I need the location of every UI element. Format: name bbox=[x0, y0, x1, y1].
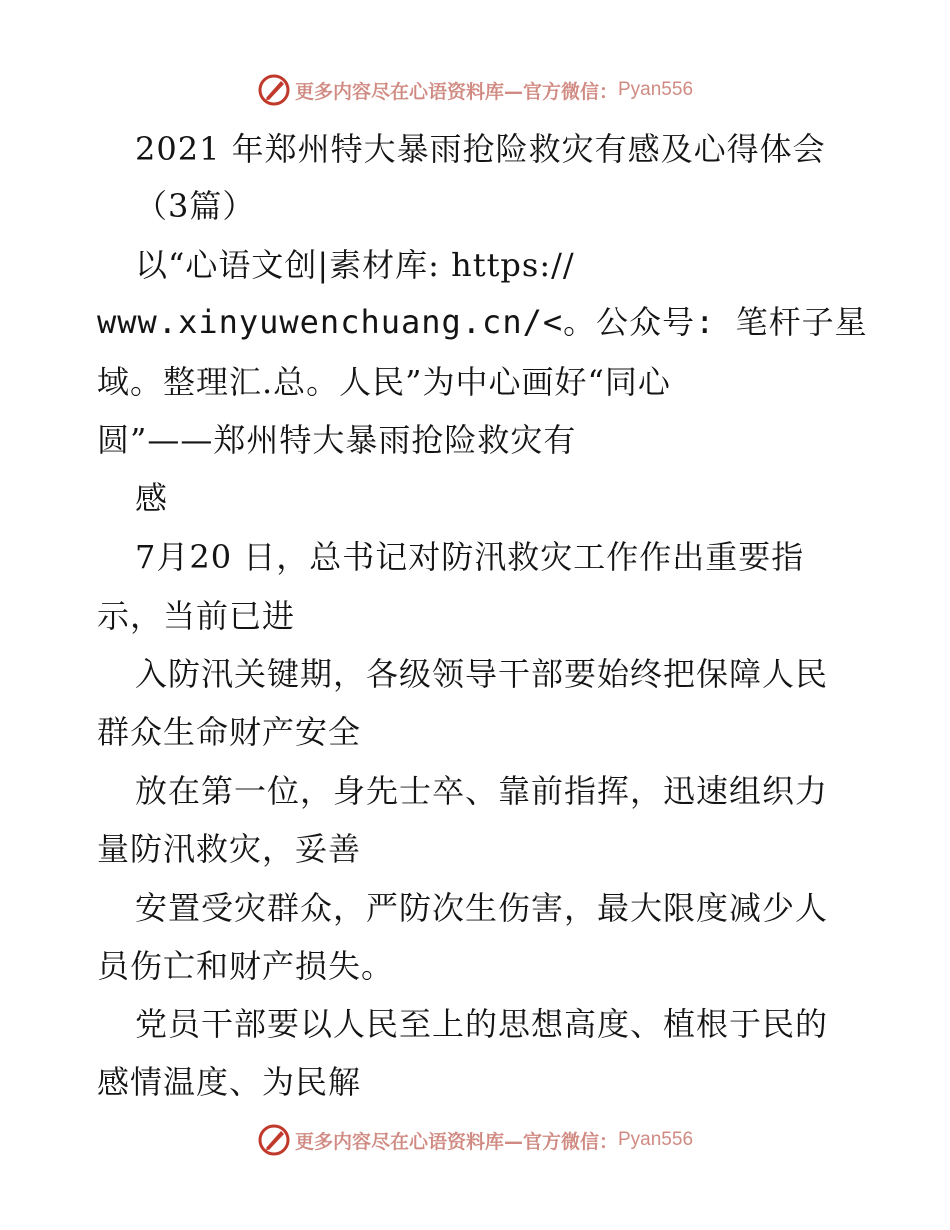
doc-line: 圆”——郑州特大暴雨抢险救灾有 bbox=[97, 421, 577, 459]
banner-text: 更多内容尽在心语资料库—官方微信： bbox=[294, 1130, 618, 1153]
banner-wechat-id: Pyan556 bbox=[618, 1129, 694, 1150]
doc-line: 感情温度、为民解 bbox=[97, 1063, 362, 1101]
banner-text: 更多内容尽在心语资料库—官方微信： bbox=[294, 80, 618, 103]
quill-logo-icon bbox=[257, 1123, 291, 1157]
doc-line: 示，当前已进 bbox=[97, 597, 296, 635]
doc-line: www.xinyuwenchuang.cn/<。公众号: 笔杆子星 bbox=[97, 303, 868, 341]
doc-line: 放在第一位，身先士卒、靠前指挥，迅速组织力 bbox=[135, 772, 829, 810]
doc-line: 安置受灾群众，严防次生伤害，最大限度减少人 bbox=[135, 889, 829, 927]
doc-line: 员伤亡和财产损失。 bbox=[97, 947, 395, 985]
doc-line: 域。整理汇.总。人民”为中心画好“同心 bbox=[97, 363, 671, 401]
doc-line: 以“心语文创|素材库: https:// bbox=[135, 246, 575, 284]
doc-line: 入防汛关键期，各级领导干部要始终把保障人民 bbox=[135, 655, 829, 693]
doc-line: 量防汛救灾，妥善 bbox=[97, 830, 362, 868]
quill-logo-icon bbox=[257, 73, 291, 107]
doc-title-line1: 2021 年郑州特大暴雨抢险救灾有感及心得体会 bbox=[135, 130, 826, 168]
doc-line: 感 bbox=[135, 479, 169, 517]
footer-banner bbox=[0, 1120, 950, 1160]
doc-line: 党员干部要以人民至上的思想高度、植根于民的 bbox=[135, 1005, 829, 1043]
doc-title-line2: （3篇） bbox=[135, 187, 256, 225]
header-banner bbox=[0, 70, 950, 110]
banner-wechat-id: Pyan556 bbox=[618, 79, 694, 100]
doc-line: 7月20 日，总书记对防汛救灾工作作出重要指 bbox=[135, 538, 805, 576]
doc-line: 群众生命财产安全 bbox=[97, 713, 362, 751]
